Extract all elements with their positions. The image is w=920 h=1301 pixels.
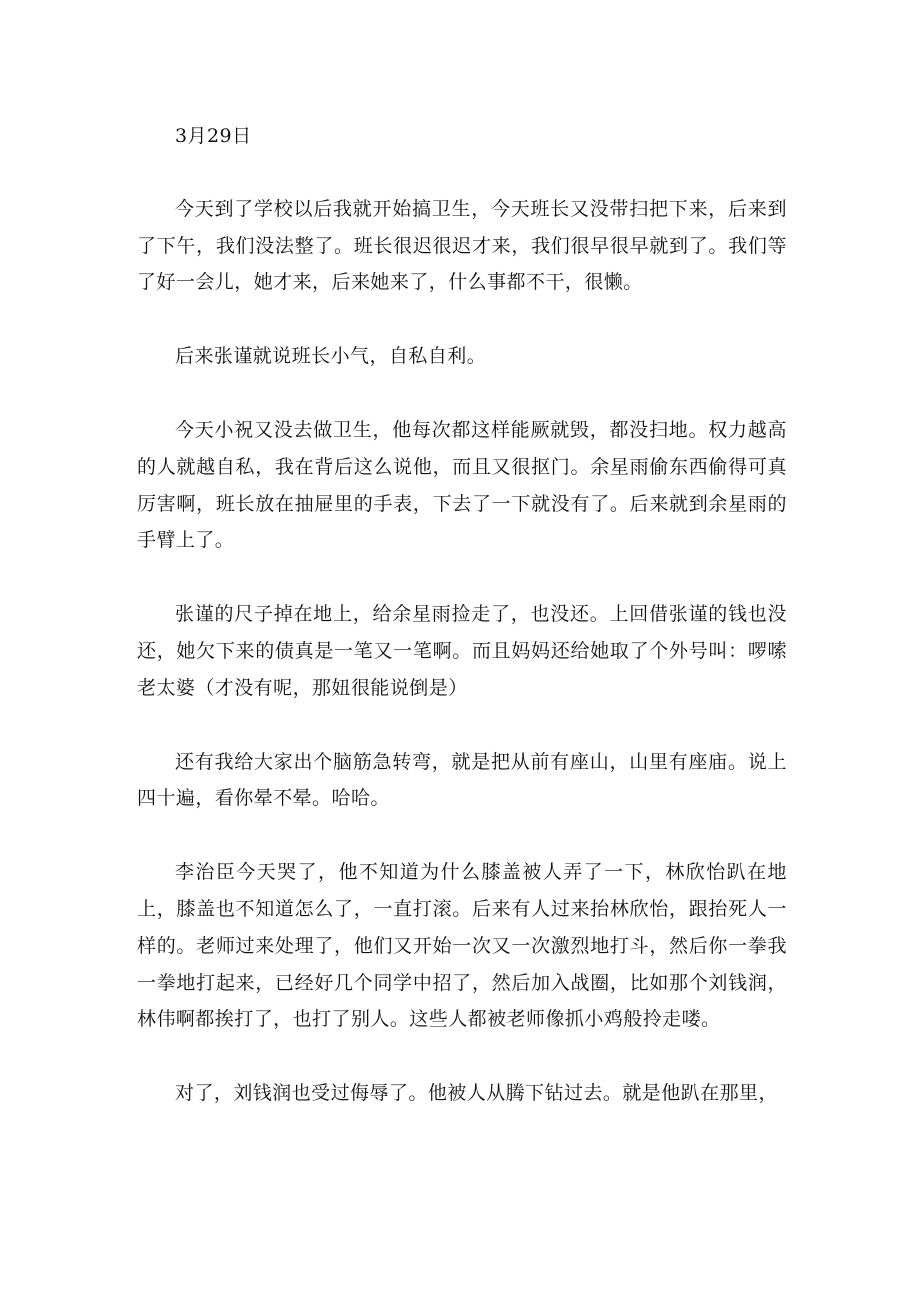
paragraph-7: 对了，刘钱润也受过侮辱了。他被人从腾下钻过去。就是他趴在那里， — [175, 1082, 778, 1105]
paragraph-1: 今天到了学校以后我就开始搞卫生，今天班长又没带扫把下来，后来到了下午，我们没法整了。班长很迟很迟才来，我们很早很早就到了。我们等了好一会儿，她才来，后来她来了，什么事都不干，很懒。 — [137, 197, 787, 294]
paragraph-6: 李治臣今天哭了，他不知道为什么膝盖被人弄了一下，林欣怡趴在地上，膝盖也不知道怎么了，一直打滚。后来有人过来抬林欣怡，跟抬死人一样的。老师过来处理了，他们又开始一次又一次激烈地打斗，然后你一拳我一拳地打起来，已经好几个同学中招了，然后加入战圈，比如那个刘钱润，林伟啊都挨打了，也打了别人。这些人都被老师像抓小鸡般拎走喽。 — [137, 861, 787, 1031]
paragraph-4: 张谨的尺子掉在地上，给余星雨捡走了，也没还。上回借张谨的钱也没还，她欠下来的债真是一笔又一笔啊。而且妈妈还给她取了个外号叫：啰嗦老太婆（才没有呢，那妞很能说倒是） — [137, 603, 787, 699]
paragraph-5: 还有我给大家出个脑筋急转弯，就是把从前有座山，山里有座庙。说上四十遍，看你晕不晕。哈哈。 — [137, 750, 787, 810]
entry-date: 3月29日 — [175, 125, 252, 147]
paragraph-2: 后来张谨就说班长小气，自私自利。 — [175, 345, 487, 368]
paragraph-3: 今天小祝又没去做卫生，他每次都这样能厥就毁，都没扫地。权力越高的人就越自私，我在背后这么说他，而且又很抠门。余星雨偷东西偷得可真厉害啊，班长放在抽屉里的手表，下去了一下就没有了。后来就到余星雨的手臂上了。 — [137, 418, 787, 552]
document-body — [137, 118, 787, 1112]
